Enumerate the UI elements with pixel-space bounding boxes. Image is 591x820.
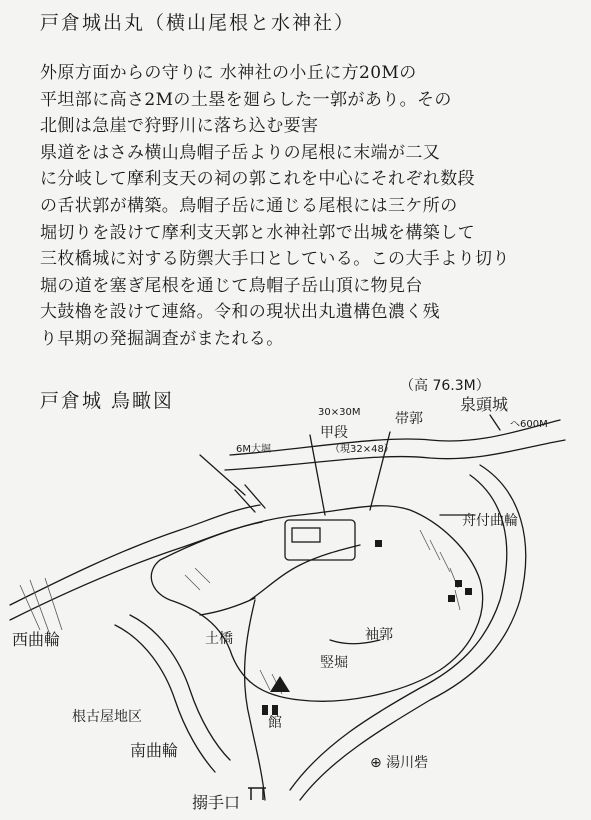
label-nishi: 西曲輪 — [12, 630, 61, 649]
label-honmaru: 甲段 — [320, 425, 348, 441]
text-line: に分岐して摩利支天の祠の郭これを中心にそれぞれ数段 — [40, 169, 475, 190]
label-obi-kuruwa: 帯郭 — [395, 411, 423, 427]
text-line: 堀切りを設けて摩利支天郭と水神社郭で出城を構築して — [40, 222, 475, 243]
west-stream — [10, 505, 260, 605]
label-izumi-gashira: 泉頭城 — [460, 395, 509, 414]
birdseye-map — [0, 400, 591, 820]
label-honmaru-size: 30×30M — [318, 407, 361, 418]
text-line: り早期の発掘調査がまたれる。 — [40, 328, 284, 349]
castle-hill — [151, 506, 482, 702]
torii-icon — [248, 788, 266, 800]
text-line: 堀の道を塞ぎ尾根を通じて鳥帽子岳山頂に物見台 — [40, 275, 423, 296]
shrine-icon — [270, 676, 290, 692]
label-negoya: 根古屋地区 — [72, 709, 142, 725]
text-line: 北側は急崖で狩野川に落ち込む要害 — [40, 116, 319, 137]
label-honmaru-current: （現32×48） — [330, 444, 394, 455]
text-line: 三枚橋城に対する防禦大手口としている。この大手より切り — [40, 249, 510, 270]
river-bank-inner — [225, 440, 565, 470]
label-height: （高 76.3M） — [400, 378, 490, 394]
label-moat: 6M大堀 — [236, 444, 271, 455]
map-title: 戸倉城 鳥瞰図 — [40, 390, 175, 412]
label-sode: 袖郭 — [365, 627, 393, 643]
label-shrine: 館 — [268, 715, 282, 731]
text-line: 県道をはさみ横山鳥帽子岳よりの尾根に末端が二又 — [40, 142, 441, 163]
text-line: 平坦部に高さ2Mの土塁を廻らした一郭があり。その — [40, 89, 452, 110]
description-text — [40, 60, 585, 353]
label-katabori: 竪堀 — [320, 655, 348, 671]
label-minami: 南曲輪 — [130, 741, 179, 760]
label-yukawa: ⊕ 湯川砦 — [370, 755, 429, 771]
text-line: 外原方面からの守りに 水神社の小丘に方20Mの — [40, 63, 417, 83]
text-line: 大鼓櫓を設けて連絡。令和の現状出丸遺構色濃く残 — [40, 302, 441, 323]
text-line: の舌状郭が構築。鳥帽子岳に通じる尾根には三ケ所の — [40, 195, 458, 216]
label-dobashi: 土橋 — [205, 631, 233, 647]
label-karamete: 搦手口 — [192, 793, 241, 812]
label-distance: へ600M — [510, 419, 548, 430]
label-funatsuke: 舟付曲輪 — [462, 513, 518, 529]
ridge-path — [250, 545, 360, 600]
page-title: 戸倉城出丸（横山尾根と水神社） — [40, 12, 356, 34]
